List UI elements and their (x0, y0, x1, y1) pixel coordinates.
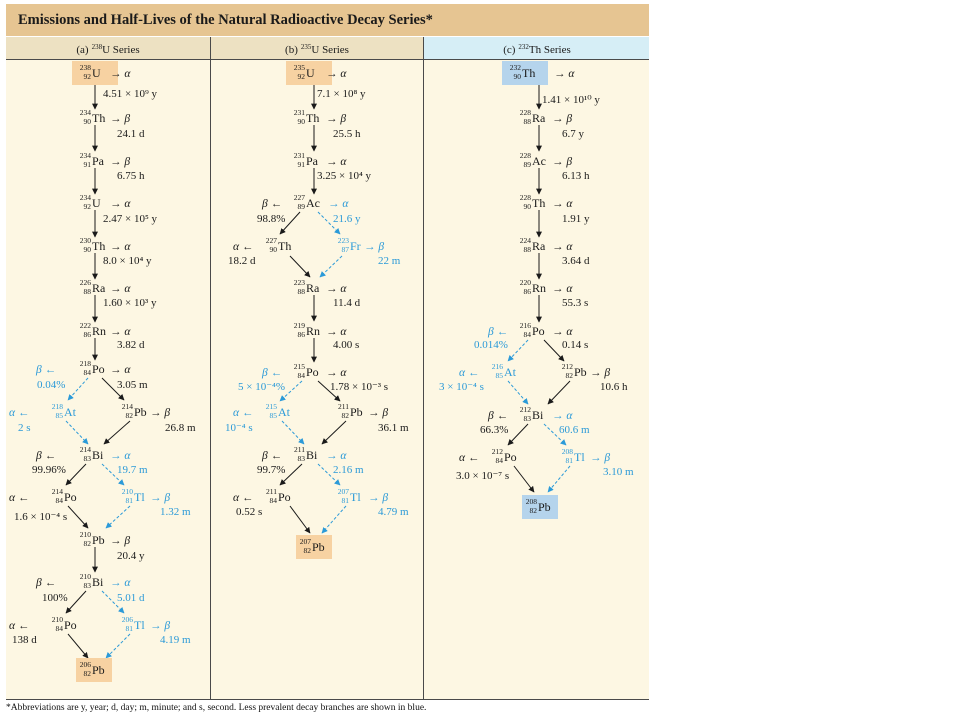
element-symbol: Ra (306, 281, 320, 295)
half-life-value: 19.7 m (117, 464, 148, 476)
emission-label: → α (326, 68, 347, 80)
element-symbol: Pa (92, 154, 104, 168)
element-symbol: Po (504, 450, 517, 464)
element-symbol: Po (64, 618, 77, 632)
emission-label: → α (326, 156, 347, 168)
atomic-number: 82 (83, 669, 91, 678)
mass-number: 216 (519, 321, 531, 330)
emission-label: β ← (262, 450, 283, 462)
emission-label: α ← (9, 492, 30, 504)
emission-label: → α (552, 283, 573, 295)
emission-label: α ← (459, 452, 480, 464)
emission-label: → β (110, 535, 131, 547)
half-life-value: 4.51 × 10⁹ y (103, 88, 158, 100)
nuclide-bi211 (294, 445, 318, 463)
emission-label: → α (552, 326, 573, 338)
emission-label: → β (364, 241, 385, 253)
half-life-value: 25.5 h (333, 128, 361, 140)
half-life-value: 99.96% (32, 464, 66, 476)
half-life-value: 3.0 × 10⁻⁷ s (456, 470, 510, 482)
atomic-number: 84 (83, 368, 91, 377)
element-symbol: Po (92, 362, 105, 376)
element-symbol: Tl (574, 450, 585, 464)
mass-number: 223 (337, 236, 349, 245)
element-symbol: Pb (92, 663, 105, 677)
mass-number: 215 (265, 402, 277, 411)
mass-number: 234 (79, 151, 91, 160)
nuclide-pa231 (294, 151, 319, 169)
atomic-number: 87 (341, 245, 349, 254)
emission-label: → β (150, 620, 171, 632)
emission-label: → α (328, 198, 349, 210)
atomic-number: 90 (83, 117, 91, 126)
half-life-value: 18.2 d (228, 255, 256, 267)
nuclide-po210 (52, 615, 77, 633)
half-life-value: 22 m (378, 255, 401, 267)
atomic-number: 84 (269, 496, 277, 505)
half-life-value: 26.8 m (165, 422, 196, 434)
atomic-number: 88 (523, 245, 531, 254)
atomic-number: 92 (83, 202, 91, 211)
mass-number: 206 (121, 615, 133, 624)
atomic-number: 81 (341, 496, 349, 505)
atomic-number: 86 (297, 330, 305, 339)
nuclide-rn222 (80, 321, 106, 339)
half-life-value: 66.3% (480, 424, 509, 436)
emission-label: → α (110, 198, 131, 210)
element-symbol: Th (306, 111, 320, 125)
element-symbol: At (278, 405, 290, 419)
atomic-number: 84 (297, 371, 305, 380)
mass-number: 222 (79, 321, 91, 330)
header-u238-series: (a) $^{238}$U Series (76, 43, 140, 56)
element-symbol: Th (92, 111, 106, 125)
mass-number: 212 (561, 362, 573, 371)
half-life-value: 36.1 m (378, 422, 409, 434)
nuclide-bi210 (80, 572, 104, 590)
mass-number: 212 (491, 447, 503, 456)
emission-label: β ← (488, 326, 509, 338)
nuclide-po216 (520, 321, 545, 339)
element-symbol: Pb (312, 540, 325, 554)
emission-label: → α (326, 326, 347, 338)
emission-label: α ← (233, 407, 254, 419)
atomic-number: 84 (495, 456, 503, 465)
nuclide-po212 (492, 447, 517, 465)
half-life-value: 20.4 y (117, 550, 145, 562)
nuclide-pa234 (80, 151, 105, 169)
atomic-number: 92 (297, 72, 305, 81)
nuclide-th227 (266, 236, 292, 254)
atomic-number: 82 (125, 411, 133, 420)
mass-number: 228 (519, 151, 531, 160)
half-life-value: 3.82 d (117, 339, 145, 351)
half-life-value: 6.13 h (562, 170, 590, 182)
half-life-value: 55.3 s (562, 297, 589, 309)
atomic-number: 85 (55, 411, 63, 420)
mass-number: 228 (519, 193, 531, 202)
nuclide-pb212 (562, 362, 587, 380)
element-symbol: At (504, 365, 516, 379)
atomic-number: 83 (297, 454, 305, 463)
mass-number: 211 (266, 487, 277, 496)
emission-label: → α (110, 283, 131, 295)
atomic-number: 88 (523, 117, 531, 126)
emission-label: → α (110, 326, 131, 338)
emission-label: → α (110, 241, 131, 253)
nuclide-pb208 (526, 497, 551, 515)
element-symbol: Fr (350, 239, 361, 253)
element-symbol: Pb (134, 405, 147, 419)
mass-number: 226 (79, 278, 91, 287)
half-life-value: 7.1 × 10⁸ y (317, 88, 366, 100)
half-life-value: 2.47 × 10⁵ y (103, 213, 158, 225)
atomic-number: 89 (297, 202, 305, 211)
emission-label: β ← (36, 364, 57, 376)
atomic-number: 86 (83, 330, 91, 339)
nuclide-pb207 (300, 537, 325, 555)
half-life-value: 0.04% (37, 379, 66, 391)
half-life-value: 10.6 h (600, 381, 628, 393)
atomic-number: 83 (83, 454, 91, 463)
emission-label: α ← (9, 620, 30, 632)
emission-label: → β (150, 492, 171, 504)
nuclide-pb214 (122, 402, 147, 420)
nuclide-ac228 (520, 151, 546, 169)
atomic-number: 92 (83, 72, 91, 81)
half-life-value: 5.01 d (117, 592, 145, 604)
emission-label: → α (552, 410, 573, 422)
emission-label: β ← (488, 410, 509, 422)
element-symbol: Th (522, 66, 536, 80)
half-life-value: 1.41 × 10¹⁰ y (542, 94, 600, 106)
atomic-number: 88 (297, 287, 305, 296)
nuclide-po215 (294, 362, 319, 380)
half-life-value: 1.32 m (160, 506, 191, 518)
element-symbol: Pb (574, 365, 587, 379)
half-life-value: 6.7 y (562, 128, 584, 140)
emission-label: β ← (262, 367, 283, 379)
element-symbol: Bi (92, 575, 104, 589)
emission-label: β ← (36, 577, 57, 589)
mass-number: 230 (79, 236, 91, 245)
mass-number: 210 (51, 615, 63, 624)
nuclide-po218 (80, 359, 105, 377)
element-symbol: Po (306, 365, 319, 379)
half-life-value: 3.25 × 10⁴ y (317, 170, 372, 182)
element-symbol: U (306, 66, 315, 80)
element-symbol: Th (532, 196, 546, 210)
half-life-value: 99.7% (257, 464, 286, 476)
mass-number: 214 (51, 487, 63, 496)
nuclide-th228 (520, 193, 546, 211)
nuclide-bi212 (520, 405, 544, 423)
mass-number: 228 (519, 108, 531, 117)
nuclide-fr223 (338, 236, 361, 254)
half-life-value: 3 × 10⁻⁴ s (439, 381, 484, 393)
atomic-number: 91 (297, 160, 305, 169)
element-symbol: Ac (532, 154, 546, 168)
half-life-value: 3.05 m (117, 379, 148, 391)
emission-label: → β (590, 452, 611, 464)
atomic-number: 83 (523, 414, 531, 423)
mass-number: 218 (79, 359, 91, 368)
half-life-value: 98.8% (257, 213, 286, 225)
mass-number: 235 (293, 63, 305, 72)
nuclide-at215 (266, 402, 291, 420)
emission-label: β ← (262, 198, 283, 210)
mass-number: 223 (293, 278, 305, 287)
atomic-number: 89 (523, 160, 531, 169)
emission-label: → α (552, 198, 573, 210)
half-life-value: 0.014% (474, 339, 508, 351)
diagram-title: Emissions and Half-Lives of the Natural Radioactive Decay Series* (18, 12, 433, 28)
mass-number: 215 (293, 362, 305, 371)
nuclide-at216 (492, 362, 517, 380)
emission-label: → β (110, 113, 131, 125)
emission-label: α ← (233, 492, 254, 504)
half-life-value: 2.16 m (333, 464, 364, 476)
emission-label: α ← (9, 407, 30, 419)
atomic-number: 81 (565, 456, 573, 465)
emission-label: → β (110, 156, 131, 168)
emission-label: α ← (459, 367, 480, 379)
atomic-number: 90 (83, 245, 91, 254)
half-life-value: 0.52 s (236, 506, 263, 518)
mass-number: 208 (561, 447, 573, 456)
nuclide-tl210 (122, 487, 146, 505)
emission-label: → β (552, 156, 573, 168)
emission-label: → β (326, 113, 347, 125)
nuclide-th231 (294, 108, 320, 126)
mass-number: 211 (338, 402, 349, 411)
element-symbol: Ra (532, 239, 546, 253)
mass-number: 208 (525, 497, 537, 506)
mass-number: 214 (121, 402, 133, 411)
element-symbol: Ac (306, 196, 320, 210)
emission-label: → α (110, 364, 131, 376)
atomic-number: 82 (565, 371, 573, 380)
atomic-number: 88 (83, 287, 91, 296)
nuclide-ac227 (294, 193, 320, 211)
element-symbol: Pb (538, 500, 551, 514)
emission-label: → α (110, 68, 131, 80)
mass-number: 207 (337, 487, 349, 496)
element-symbol: Pb (350, 405, 363, 419)
nuclide-tl207 (338, 487, 362, 505)
atomic-number: 81 (125, 624, 133, 633)
element-symbol: Po (532, 324, 545, 338)
half-life-value: 2 s (18, 422, 31, 434)
element-symbol: Th (278, 239, 292, 253)
nuclide-rn219 (294, 321, 320, 339)
half-life-value: 1.6 × 10⁻⁴ s (14, 511, 68, 523)
nuclide-u238 (80, 63, 101, 81)
emission-label: → β (590, 367, 611, 379)
emission-label: → β (150, 407, 171, 419)
element-symbol: U (92, 196, 101, 210)
nuclide-rn220 (520, 278, 546, 296)
mass-number: 231 (293, 108, 305, 117)
nuclide-ra224 (520, 236, 546, 254)
nuclide-po211 (266, 487, 291, 505)
mass-number: 231 (293, 151, 305, 160)
half-life-value: 24.1 d (117, 128, 145, 140)
nuclide-po214 (52, 487, 77, 505)
half-life-value: 11.4 d (333, 297, 361, 309)
emission-label: → α (326, 367, 347, 379)
element-symbol: Po (278, 490, 291, 504)
element-symbol: Ra (532, 111, 546, 125)
emission-label: α ← (233, 241, 254, 253)
element-symbol: Bi (306, 448, 318, 462)
emission-label: → α (110, 450, 131, 462)
emission-label: → β (368, 407, 389, 419)
atomic-number: 82 (83, 539, 91, 548)
half-life-value: 1.60 × 10³ y (103, 297, 157, 309)
half-life-value: 100% (42, 592, 68, 604)
emission-label: → β (368, 492, 389, 504)
half-life-value: 21.6 y (333, 213, 361, 225)
element-symbol: Th (92, 239, 106, 253)
half-life-value: 1.91 y (562, 213, 590, 225)
element-symbol: Tl (134, 490, 145, 504)
element-symbol: Ra (92, 281, 106, 295)
emission-label: → α (552, 241, 573, 253)
nuclide-u234 (80, 193, 101, 211)
atomic-number: 82 (529, 506, 537, 515)
element-symbol: U (92, 66, 101, 80)
mass-number: 238 (79, 63, 91, 72)
atomic-number: 83 (83, 581, 91, 590)
element-symbol: At (64, 405, 76, 419)
element-symbol: Rn (306, 324, 321, 338)
atomic-number: 91 (83, 160, 91, 169)
mass-number: 210 (79, 572, 91, 581)
element-symbol: Pa (306, 154, 318, 168)
mass-number: 219 (293, 321, 305, 330)
atomic-number: 82 (303, 546, 311, 555)
nuclide-at218 (52, 402, 77, 420)
element-symbol: Bi (92, 448, 104, 462)
element-symbol: Rn (532, 281, 547, 295)
mass-number: 206 (79, 660, 91, 669)
emission-label: → α (326, 283, 347, 295)
atomic-number: 90 (269, 245, 277, 254)
mass-number: 220 (519, 278, 531, 287)
element-symbol: Pb (92, 533, 105, 547)
mass-number: 232 (509, 63, 521, 72)
element-symbol: Tl (134, 618, 145, 632)
nuclide-ra223 (294, 278, 320, 296)
mass-number: 218 (51, 402, 63, 411)
nuclide-th234 (80, 108, 106, 126)
nuclide-ra226 (80, 278, 106, 296)
half-life-value: 3.10 m (603, 466, 634, 478)
nuclide-pb211 (338, 402, 363, 420)
atomic-number: 81 (125, 496, 133, 505)
element-symbol: Po (64, 490, 77, 504)
atomic-number: 90 (297, 117, 305, 126)
nuclide-ra228 (520, 108, 546, 126)
atomic-number: 84 (55, 624, 63, 633)
nuclide-th232 (510, 63, 536, 81)
emission-label: → β (552, 113, 573, 125)
panel-th232-background (424, 37, 649, 699)
half-life-value: 5 × 10⁻⁴% (238, 381, 286, 393)
emission-label: → α (326, 450, 347, 462)
footnote: *Abbreviations are y, year; d, day; m, minute; and s, second. Less prevalent decay branches are shown in blue. (6, 703, 427, 713)
nuclide-pb210 (80, 530, 105, 548)
nuclide-u235 (294, 63, 315, 81)
mass-number: 234 (79, 193, 91, 202)
element-symbol: Rn (92, 324, 107, 338)
nuclide-pb206 (80, 660, 105, 678)
nuclide-tl206 (122, 615, 146, 633)
mass-number: 234 (79, 108, 91, 117)
header-u235-series: (b) $^{235}$U Series (285, 43, 349, 56)
half-life-value: 0.14 s (562, 339, 589, 351)
half-life-value: 138 d (12, 634, 37, 646)
half-life-value: 1.78 × 10⁻³ s (330, 381, 389, 393)
half-life-value: 6.75 h (117, 170, 145, 182)
mass-number: 212 (519, 405, 531, 414)
atomic-number: 90 (513, 72, 521, 81)
mass-number: 211 (294, 445, 305, 454)
element-symbol: Bi (532, 408, 544, 422)
half-life-value: 3.64 d (562, 255, 590, 267)
mass-number: 216 (491, 362, 503, 371)
nuclide-bi214 (80, 445, 104, 463)
emission-label: → α (554, 68, 575, 80)
atomic-number: 85 (495, 371, 503, 380)
mass-number: 227 (265, 236, 277, 245)
half-life-value: 60.6 m (559, 424, 590, 436)
atomic-number: 82 (341, 411, 349, 420)
nuclide-th230 (80, 236, 106, 254)
atomic-number: 84 (523, 330, 531, 339)
atomic-number: 84 (55, 496, 63, 505)
header-th232-series: (c) $^{232}$Th Series (503, 43, 571, 56)
atomic-number: 86 (523, 287, 531, 296)
nuclide-tl208 (562, 447, 586, 465)
emission-label: β ← (36, 450, 57, 462)
mass-number: 227 (293, 193, 305, 202)
half-life-value: 4.79 m (378, 506, 409, 518)
half-life-value: 4.00 s (333, 339, 360, 351)
mass-number: 214 (79, 445, 91, 454)
element-symbol: Tl (350, 490, 361, 504)
mass-number: 210 (79, 530, 91, 539)
half-life-value: 10⁻⁴ s (225, 422, 253, 434)
half-life-value: 8.0 × 10⁴ y (103, 255, 152, 267)
mass-number: 210 (121, 487, 133, 496)
mass-number: 207 (299, 537, 311, 546)
atomic-number: 85 (269, 411, 277, 420)
atomic-number: 90 (523, 202, 531, 211)
half-life-value: 4.19 m (160, 634, 191, 646)
mass-number: 224 (519, 236, 531, 245)
emission-label: → α (110, 577, 131, 589)
